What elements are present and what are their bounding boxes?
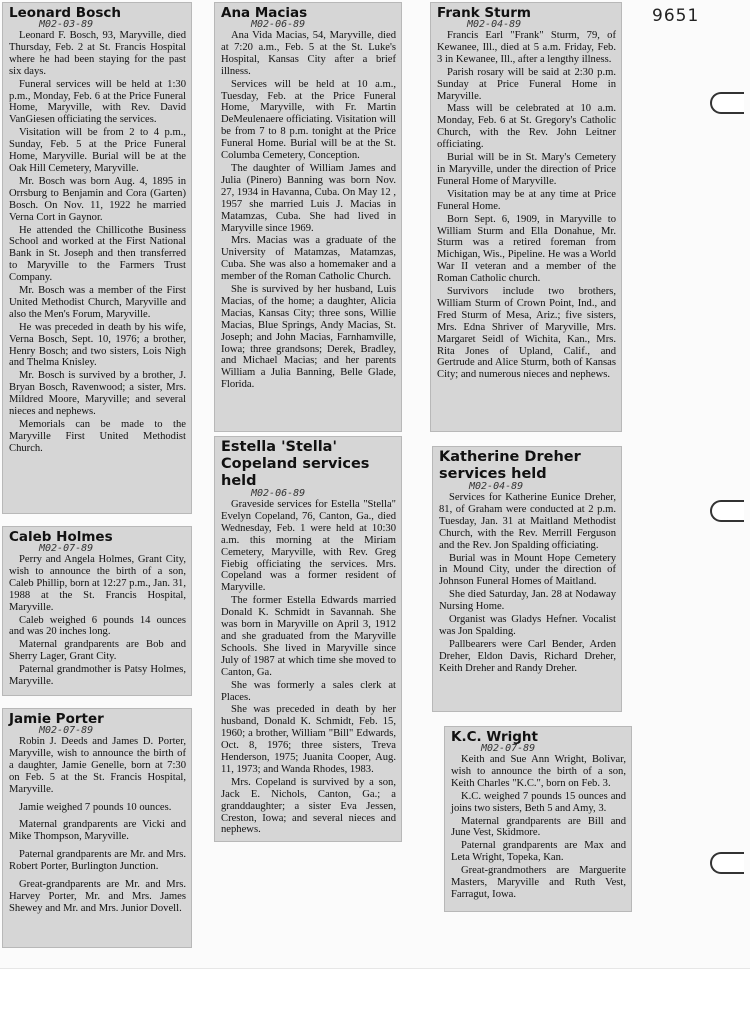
binder-hole	[710, 852, 744, 874]
binder-hole	[710, 500, 744, 522]
clipping-paragraph: Mr. Bosch was born Aug. 4, 1895 in Orrsburg to Benjamin and Cora (Garten) Bosch. On Nov. 11, 1922 he married Verna Cort in Gaynor.	[9, 175, 186, 223]
clipping-headline: Leonard Bosch	[9, 5, 121, 21]
clipping-paragraph: He attended the Chillicothe Business School and worked at the First National Bank in St. Joseph and then transferred to Maryville to the Farmers Trust Company.	[9, 224, 186, 284]
clipping-paragraph: Robin J. Deeds and James D. Porter, Maryville, wish to announce the birth of a daughter, Jamie Genelle, born at 7:30 on Feb. 5 at the St. Francis Hospital, Maryville.	[9, 736, 186, 795]
clipping-paragraph: Funeral services will be held at 1:30 p.m., Monday, Feb. 6 at the Price Funeral Home, Maryville, with Rev. David VanGiesen officiating the services.	[9, 78, 186, 126]
clipping-paragraph: Mrs. Copeland is survived by a son, Jack E. Nichols, Canton, Ga.; a granddaughter; a sister Eva Jessen, Creston, Iowa; and several nieces and nephews.	[221, 776, 396, 836]
handwritten-date: M02-06-89	[251, 19, 306, 30]
clipping-paragraph: He was preceded in death by his wife, Verna Bosch, Sept. 10, 1976; a brother, Henry Bosch; and two sisters, Lois Nigh and Thelma Knisley.	[9, 321, 186, 369]
birth-clipping-wright	[444, 726, 632, 912]
birth-clipping-holmes	[2, 526, 192, 696]
clipping-headline: Frank Sturm	[437, 5, 531, 21]
clipping-paragraph: She died Saturday, Jan. 28 at Nodaway Nursing Home.	[439, 589, 616, 613]
clipping-paragraph: K.C. weighed 7 pounds 15 ounces and joins two sisters, Beth 5 and Amy, 3.	[451, 790, 626, 814]
clipping-paragraph: Services will be held at 10 a.m., Tuesday, Feb. at the Price Funeral Home, Maryville, with Fr. Martin DeMeulenaere officiating. Visitation will be from 7 to 8 p.m. tonight at the Price Funeral Home. Burial will be at the St. Columba Cemetery, Conception.	[221, 78, 396, 162]
clipping-paragraph: Mass will be celebrated at 10 a.m. Monday, Feb. 6 at St. Gregory's Catholic Church, with the Rev. John Leitner officiating.	[437, 103, 616, 151]
clipping-headline: K.C. Wright	[451, 729, 538, 745]
clipping-headline: Estella 'Stella' Copeland services held	[221, 439, 370, 489]
clipping-headline: Ana Macias	[221, 5, 308, 21]
clipping-paragraph: Survivors include two brothers, William Sturm of Crown Point, Ind., and Fred Sturm of Mesa, Ariz.; five sisters, Mrs. Edna Shriver of Maryville, Mrs. Margaret Seidl of Wichita, Kan., Mrs. Rita Jones of Upland, Calif., and Gertrude and Alice Sturm, both of Kansas City; and numerous nieces and nephews.	[437, 286, 616, 381]
clipping-paragraph: She was preceded in death by her husband, Donald K. Schmidt, Feb. 15, 1960; a brother, William "Bill" Edwards, Oct. 8, 1976; three sisters, Treva Henderson, 1975; Juanita Cooper, Aug. 11, 1973; and Wanda Rhodes, 1983.	[221, 704, 396, 775]
clipping-paragraph: Pallbearers were Carl Bender, Arden Dreher, Eldon Davis, Richard Dreher, Keith Dreher and Randy Dreher.	[439, 638, 616, 674]
clipping-paragraph: Jamie weighed 7 pounds 10 ounces.	[19, 801, 172, 813]
clipping-paragraph: Graveside services for Estella "Stella" Evelyn Copeland, 76, Canton, Ga., died Wednesday, Feb. 1 were held at 10:30 a.m. this morning at the Miriam Cemetery, Maryville, with Rev. Greg Fiebig officiating the services. Mrs. Copeland was a former resident of Maryville.	[221, 499, 396, 594]
page-bottom-margin	[0, 968, 750, 1033]
clipping-paragraph: Services for Katherine Eunice Dreher, 81, of Graham were conducted at 2 p.m. Tuesday, Jan. 31 at Maitland Methodist Church, with the Rev. Merrill Ferguson and the Rev. Jon Spalding officiating.	[439, 492, 616, 551]
handwritten-date: M02-07-89	[481, 743, 536, 754]
clipping-paragraph: The former Estella Edwards married Donald K. Schmidt in Savannah. She was born in Maryville on April 3, 1912 and she graduated from the Maryville Schools. She lived in Maryville since July of 1987 at which time she moved to Canton, Ga.	[221, 595, 396, 678]
handwritten-date: M02-07-89	[39, 543, 94, 554]
clipping-paragraph: Perry and Angela Holmes, Grant City, wish to announce the birth of a son, Caleb Phillip, born at 12:27 p.m., Jan. 31, 1988 at the St. Francis Hospital, Maryville.	[9, 554, 186, 613]
clipping-paragraph: Maternal grandparents are Bob and Sherry Lager, Grant City.	[9, 639, 186, 663]
clipping-paragraph: Mr. Bosch is survived by a brother, J. Bryan Bosch, Ravenwood; a sister, Mrs. Mildred Moore, Maryville; and several nieces and nephews.	[9, 370, 186, 418]
clipping-paragraph: She is survived by her husband, Luis Macias, of the home; a daughter, Alicia Macias, Kansas City; three sons, Willie Macias, Blue Springs, Andy Macias, St. Joseph; and John Macias, Farnhamville, Iowa; three grandsons; Derek, Bradley, and Michael Macias; and her parents William a Julia Banning, Belle Glade, Florida.	[221, 284, 396, 391]
clipping-paragraph: Maternal grandparents are Vicki and Mike Thompson, Maryville.	[9, 819, 186, 843]
clipping-paragraph: Great-grandparents are Mr. and Mrs. Harvey Porter, Mr. and Mrs. James Shewey and Mr. and Mrs. Junior Dovell.	[9, 879, 186, 914]
clipping-paragraph: Mrs. Macias was a graduate of the University of Matamzas, Matamzas, Cuba. She was also a homemaker and a member of the Roman Catholic Church.	[221, 235, 396, 283]
obituary-clipping-bosch	[2, 2, 192, 514]
obituary-clipping-copeland	[214, 436, 402, 842]
clipping-paragraph: Parish rosary will be said at 2:30 p.m. Sunday at Price Funeral Home in Maryville.	[437, 66, 616, 102]
clipping-paragraph: Burial will be in St. Mary's Cemetery in Maryville, under the direction of Price Funeral Home of Maryville.	[437, 152, 616, 187]
clipping-paragraph: Great-grandmothers are Marguerite Masters, Maryville and Ruth Vest, Farragut, Iowa.	[451, 865, 626, 900]
birth-clipping-porter	[2, 708, 192, 948]
clipping-paragraph: Visitation will be from 2 to 4 p.m., Sunday, Feb. 5 at the Price Funeral Home, Maryville. Burial will be at the Oak Hill Cemetery, Maryville.	[9, 127, 186, 174]
clipping-paragraph: Francis Earl "Frank" Sturm, 79, of Kewanee, Ill., died at 5 a.m. Friday, Feb. 3 in Kewanee, Ill., after a lengthy illness.	[437, 30, 616, 65]
clipping-paragraph: Memorials can be made to the Maryville First United Methodist Church.	[9, 419, 186, 454]
clipping-paragraph: Burial was in Mount Hope Cemetery in Mound City, under the direction of Johnson Funeral Homes of Maitland.	[439, 552, 616, 588]
clipping-paragraph: Visitation may be at any time at Price Funeral Home.	[437, 188, 616, 212]
clipping-paragraph: Maternal grandparents are Bill and June Vest, Skidmore.	[451, 815, 626, 839]
clipping-paragraph: Organist was Gladys Hefner. Vocalist was Jon Spalding.	[439, 614, 616, 637]
handwritten-date: M02-03-89	[39, 19, 94, 30]
clipping-paragraph: The daughter of William James and Julia (Pinero) Banning was born Nov. 27, 1934 in Havanna, Cuba. On May 12 , 1957 she married Luis J. Macias in Matamzas, Cuba. She had lived in Maryville since 1969.	[221, 162, 396, 234]
clipping-paragraph: Mr. Bosch was a member of the First United Methodist Church, Maryville and also the Men's Forum, Maryville.	[9, 285, 186, 320]
clipping-paragraph: She was formerly a sales clerk at Places.	[221, 679, 396, 703]
handwritten-date: M02-06-89	[251, 488, 306, 499]
clipping-paragraph: Born Sept. 6, 1909, in Maryville to William Sturm and Ella Donahue, Mr. Sturm was a retired foreman from Michigan, Wis., Pipeline. He was a World War II veteran and a member of the Roman Catholic church.	[437, 213, 616, 285]
clipping-headline: Jamie Porter	[9, 711, 104, 727]
clipping-paragraph: Caleb weighed 6 pounds 14 ounces and was 20 inches long.	[9, 614, 186, 638]
obituary-clipping-dreher	[432, 446, 622, 712]
clipping-paragraph: Ana Vida Macias, 54, Maryville, died at 7:20 a.m., Feb. 5 at the St. Luke's Hospital, Kansas City after a brief illness.	[221, 30, 396, 77]
obituary-clipping-sturm	[430, 2, 622, 432]
clipping-paragraph: Paternal grandparents are Mr. and Mrs. Robert Porter, Burlington Junction.	[9, 849, 186, 873]
binder-hole	[710, 92, 744, 114]
clipping-headline: Caleb Holmes	[9, 529, 113, 545]
clipping-headline: Katherine Dreher services held	[439, 449, 581, 482]
obituary-clipping-macias	[214, 2, 402, 432]
handwritten-date: M02-04-89	[467, 19, 522, 30]
clipping-paragraph: Paternal grandparents are Max and Leta Wright, Topeka, Kan.	[451, 840, 626, 864]
clipping-paragraph: Paternal grandmother is Patsy Holmes, Maryville.	[9, 664, 186, 688]
clipping-paragraph: Keith and Sue Ann Wright, Bolivar, wish to announce the birth of a son, Keith Charles "K.C.", born on Feb. 3.	[451, 754, 626, 789]
clipping-paragraph: Leonard F. Bosch, 93, Maryville, died Thursday, Feb. 2 at St. Francis Hospital where he had been staying for the past six days.	[9, 30, 186, 77]
handwritten-date: M02-07-89	[39, 725, 94, 736]
page-number: 9651	[652, 6, 700, 26]
handwritten-date: M02-04-89	[469, 481, 524, 492]
